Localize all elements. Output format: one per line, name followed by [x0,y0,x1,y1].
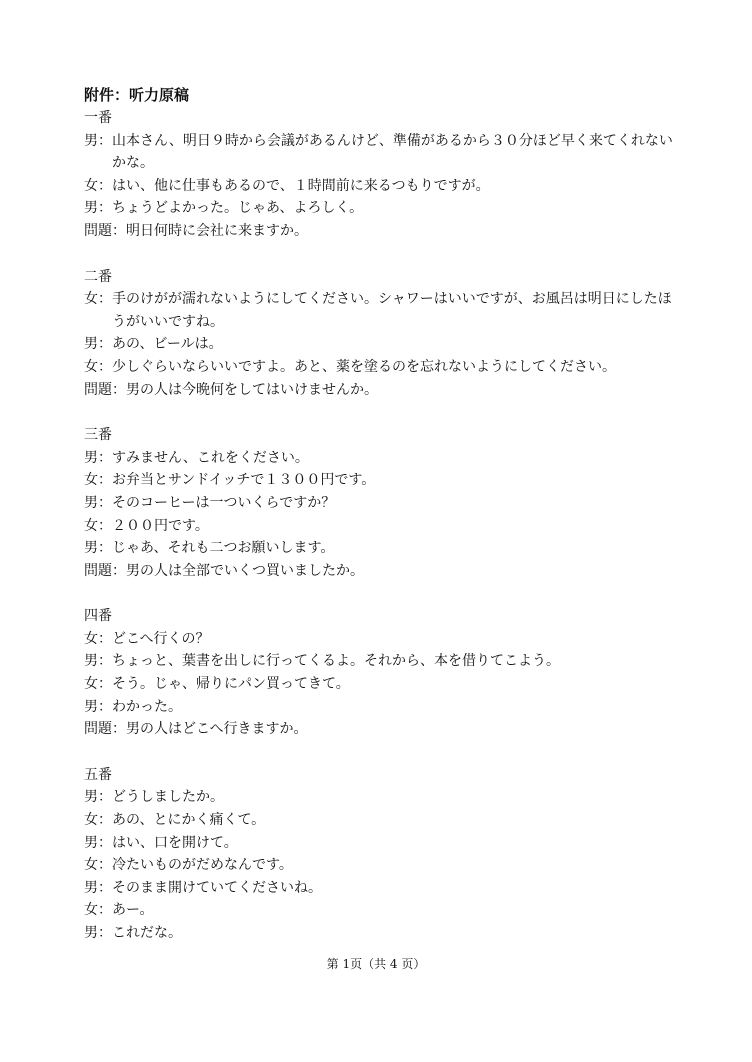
speaker-label: 女： [84,676,112,693]
dialogue-line [84,650,684,673]
dialogue-text: 男の人は今晩何をしてはいけませんか。 [126,381,378,398]
dialogue-line [84,628,684,651]
transcript-section [84,605,684,741]
dialogue-text: じゃあ、それも二つお願いします。 [112,540,335,557]
dialogue-line [84,877,684,900]
dialogue-line [84,333,684,356]
dialogue-line [84,809,684,832]
dialogue-line [84,899,684,922]
dialogue-text: すみません、これをください。 [112,449,309,466]
dialogue-line [84,854,684,877]
dialogue-line [84,197,684,220]
dialogue-line [84,673,684,696]
speaker-label: 女： [84,630,112,647]
dialogue-text: そのまま開けていてくださいね。 [112,879,322,896]
dialogue-text: ちょっと、葉書を出しに行ってくるよ。それから、本を借りてこよう。 [112,653,560,670]
dialogue-text: 山本さん、明日９時から会議があるんけど、準備があるから３０分ほど早く来てくれないかな。 [112,132,673,172]
speaker-label: 男： [84,200,112,217]
speaker-label: 男： [84,879,112,896]
dialogue-line [84,696,684,719]
speaker-label: 男： [84,925,112,941]
speaker-label: 男： [84,132,112,149]
document-heading: 附件：听力原稿 [84,86,190,104]
dialogue-text: 明日何時に会社に来ますか。 [126,222,308,239]
dialogue-line [84,288,684,333]
dialogue-text: 手のけがが濡れないようにしてください。シャワーはいいですが、お風呂は明日にしたほうがいいですね。 [112,291,672,330]
section-title: 一番 [84,110,112,126]
dialogue-text: わかった。 [112,698,182,715]
dialogue-text: どこへ行くの？ [112,630,210,647]
speaker-label: 女： [84,177,112,194]
speaker-label: 女： [84,472,112,489]
speaker-label: 男： [84,449,112,466]
dialogue-text: あの、ビールは。 [112,336,223,353]
dialogue-line [84,447,684,470]
dialogue-text: ちょうどよかった。じゃあ、よろしく。 [112,200,364,217]
speaker-label: 男： [84,789,112,806]
transcript-section [84,107,684,243]
speaker-label: 男： [84,834,112,851]
dialogue-text: ２００円です。 [112,517,209,534]
speaker-label: 女： [84,812,112,829]
dialogue-text: これだな。 [112,925,182,941]
speaker-label: 女： [84,291,112,308]
speaker-label: 男： [84,336,112,353]
speaker-label: 男： [84,494,112,511]
dialogue-line [84,718,684,741]
dialogue-line [84,560,684,583]
section-title: 二番 [84,268,112,285]
transcript-section [84,764,684,945]
dialogue-text: 冷たいものがだめなんです。 [112,857,293,874]
section-title: 四番 [84,608,112,625]
page-footer: 第 1页（共 4 页） [326,957,426,971]
speaker-label: 問題： [84,721,126,738]
dialogue-line [84,786,684,809]
dialogue-line [84,130,684,175]
section-title: 五番 [84,766,112,783]
speaker-label: 問題： [84,222,126,239]
speaker-label: 男： [84,698,112,715]
dialogue-line [84,832,684,855]
speaker-label: 男： [84,653,112,670]
dialogue-text: はい、他に仕事もあるので、１時間前に来るつもりですが。 [112,177,490,194]
dialogue-line [84,175,684,198]
speaker-label: 女： [84,857,112,874]
dialogue-text: あの、とにかく痛くて。 [112,812,266,829]
dialogue-text: あー。 [112,902,154,919]
dialogue-text: 男の人は全部でいくつ買いましたか。 [126,562,364,579]
dialogue-line [84,469,684,492]
dialogue-text: 少しぐらいならいいですよ。あと、薬を塗るのを忘れないようにしてください。 [112,358,616,375]
dialogue-text: お弁当とサンドイッチで１３００円です。 [112,472,376,489]
section-title: 三番 [84,427,112,444]
dialogue-line [84,922,684,945]
speaker-label: 女： [84,358,112,375]
dialogue-line [84,379,684,402]
dialogue-line [84,515,684,538]
dialogue-line [84,356,684,379]
document-content [84,84,684,945]
transcript-section [84,424,684,582]
speaker-label: 問題： [84,381,126,398]
speaker-label: 問題： [84,562,126,579]
dialogue-text: はい、口を開けて。 [112,834,238,851]
dialogue-text: 男の人はどこへ行きますか。 [126,721,308,738]
speaker-label: 女： [84,902,112,919]
dialogue-text: そのコーヒーは一ついくらですか？ [112,494,336,511]
dialogue-line [84,492,684,515]
dialogue-line [84,537,684,560]
speaker-label: 女： [84,517,112,534]
speaker-label: 男： [84,540,112,557]
dialogue-text: どうしましたか。 [112,789,224,806]
transcript-sections [84,107,684,945]
transcript-section [84,266,684,402]
dialogue-line [84,220,684,243]
dialogue-text: そう。じゃ、帰りにパン買ってきて。 [112,676,350,693]
